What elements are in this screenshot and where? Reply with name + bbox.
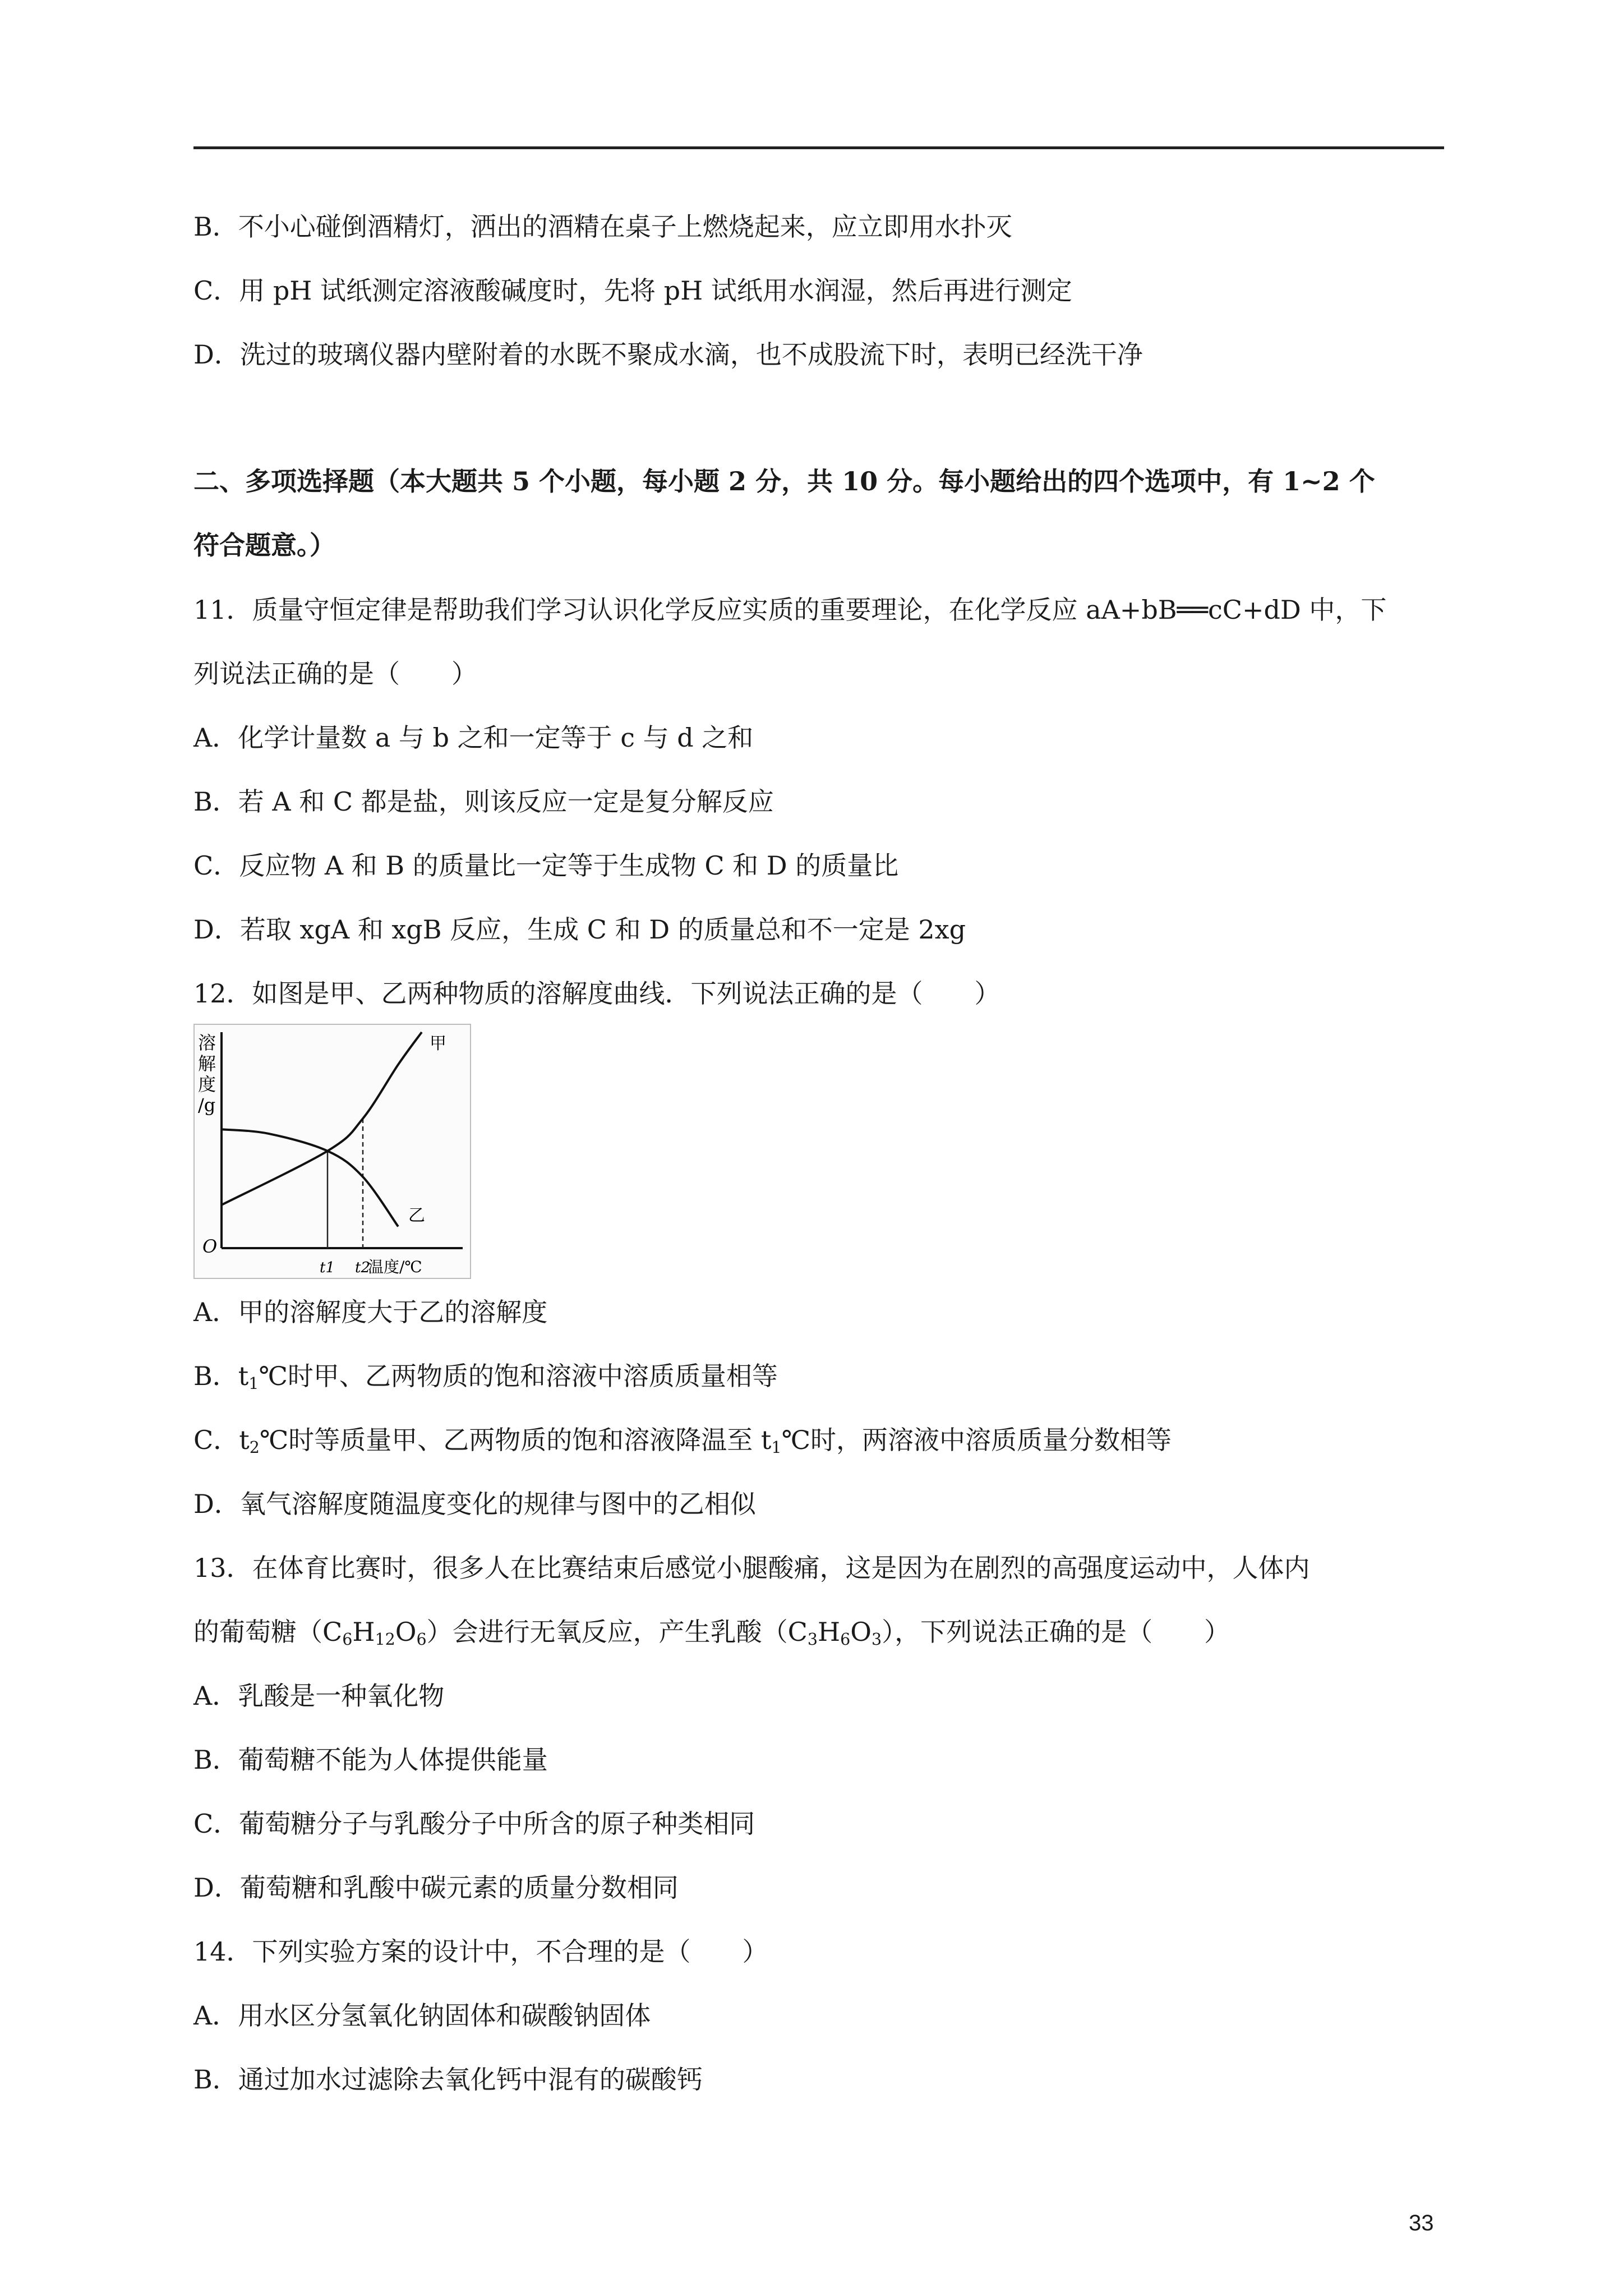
- q11-option-a: A．化学计量数 a 与 b 之和一定等于 c 与 d 之和: [193, 723, 754, 753]
- origin-label: O: [202, 1236, 218, 1257]
- q11-stem-line2: 列说法正确的是（ ）: [193, 659, 477, 689]
- option-d-top: D．洗过的玻璃仪器内壁附着的水既不聚成水滴，也不成股流下时，表明已经洗干净: [193, 339, 1143, 370]
- x-tick-t2: t2: [355, 1259, 370, 1276]
- option-c-top: C．用 pH 试纸测定溶液酸碱度时，先将 pH 试纸用水润湿，然后再进行测定: [193, 275, 1072, 306]
- q14-stem: 14．下列实验方案的设计中，不合理的是（ ）: [193, 1936, 768, 1967]
- q11-option-b: B．若 A 和 C 都是盐，则该反应一定是复分解反应: [193, 786, 774, 817]
- solubility-chart: [193, 1024, 471, 1279]
- q13-option-b: B．葡萄糖不能为人体提供能量: [193, 1745, 548, 1775]
- q14-option-a: A．用水区分氢氧化钠固体和碳酸钠固体: [193, 2000, 651, 2031]
- series-label-0: 甲: [430, 1034, 446, 1053]
- x-tick-t1: t1: [320, 1259, 335, 1276]
- y-axis-label-1: 溶: [198, 1032, 216, 1053]
- q12-stem: 12．如图是甲、乙两种物质的溶解度曲线．下列说法正确的是（ ）: [193, 978, 1000, 1009]
- q12-option-c: C．$t_2℃$时等质量甲、乙两物质的饱和溶液降温至 $t_1℃$时，两溶液中溶质质量分数相等: [193, 1425, 1172, 1457]
- q12-option-b: B．$t_1℃$时甲、乙两物质的饱和溶液中溶质质量相等: [193, 1361, 778, 1393]
- header-rule: [193, 146, 1444, 149]
- y-axis-label-3: 度: [198, 1074, 216, 1095]
- y-axis-label-4: /g: [198, 1094, 216, 1116]
- q11-stem-line1: 11．质量守恒定律是帮助我们学习认识化学反应实质的重要理论，在化学反应 aA+bB══cC+dD 中，下: [193, 595, 1387, 625]
- q13-stem-line1: 13．在体育比赛时，很多人在比赛结束后感觉小腿酸痛，这是因为在剧烈的高强度运动中，人体内: [193, 1553, 1310, 1583]
- q13-option-a: A．乳酸是一种氧化物: [193, 1681, 445, 1711]
- section-heading-line1: 二、多项选择题（本大题共 5 个小题，每小题 2 分，共 10 分。每小题给出的四个选项中，有 1~2 个: [193, 466, 1375, 496]
- x-axis-label: 温度/℃: [368, 1258, 422, 1276]
- q13-option-d: D．葡萄糖和乳酸中碳元素的质量分数相同: [193, 1872, 679, 1903]
- q14-option-b: B．通过加水过滤除去氧化钙中混有的碳酸钙: [193, 2064, 703, 2095]
- option-b-top: B．不小心碰倒酒精灯，洒出的酒精在桌子上燃烧起来，应立即用水扑灭: [193, 211, 1012, 242]
- q12-option-a: A．甲的溶解度大于乙的溶解度: [193, 1297, 548, 1327]
- y-axis-label-2: 解: [198, 1053, 216, 1074]
- chart-frame: [194, 1024, 471, 1278]
- q11-option-d: D．若取 xgA 和 xgB 反应，生成 C 和 D 的质量总和不一定是 2xg: [193, 914, 966, 945]
- section-heading-line2: 符合题意。）: [193, 530, 335, 560]
- q13-stem-line2: 的葡萄糖$(C_6H_{12}O_6)$会进行无氧反应，产生乳酸$(C_3H_6O_3)$，下列说法正确的是（ ）: [193, 1617, 1230, 1649]
- page-number: 33: [1409, 2211, 1434, 2235]
- q11-option-c: C．反应物 A 和 B 的质量比一定等于生成物 C 和 D 的质量比: [193, 850, 899, 881]
- q13-option-c: C．葡萄糖分子与乳酸分子中所含的原子种类相同: [193, 1809, 755, 1839]
- series-label-1: 乙: [408, 1205, 425, 1226]
- q12-option-d: D．氧气溶解度随温度变化的规律与图中的乙相似: [193, 1489, 756, 1519]
